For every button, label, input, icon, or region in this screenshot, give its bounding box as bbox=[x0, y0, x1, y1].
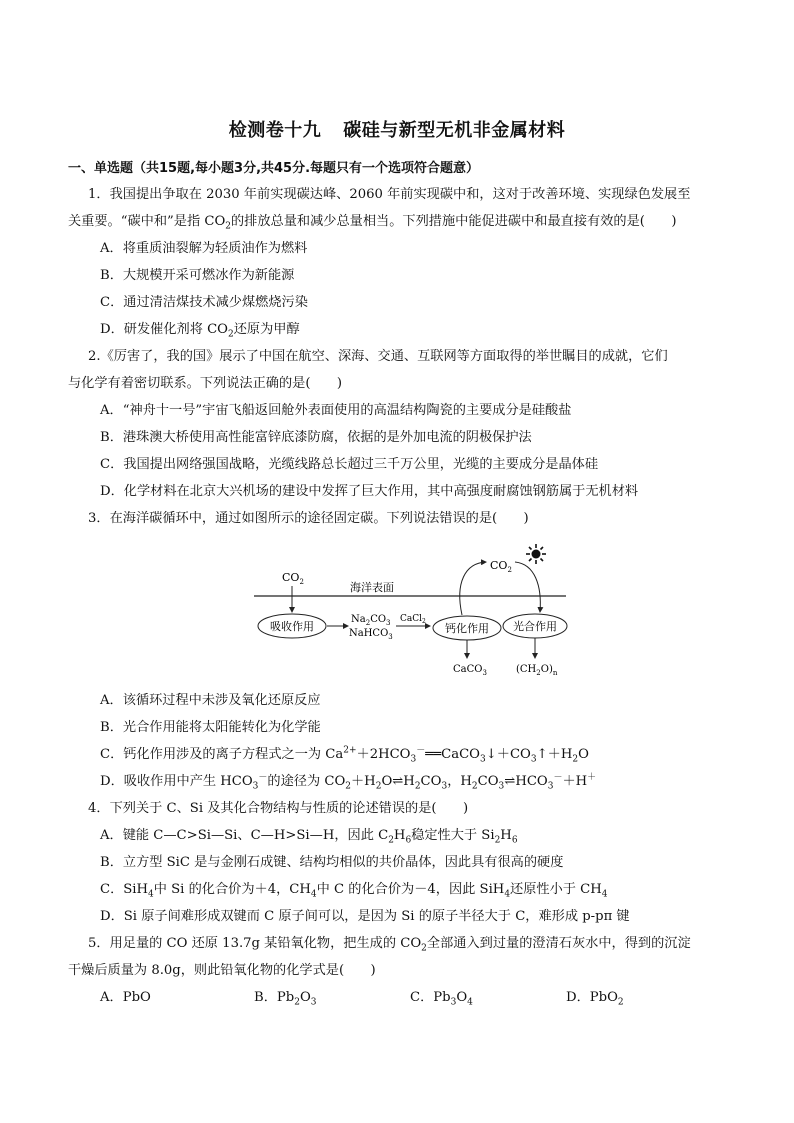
q4-option-c: C．SiH$_4$中 Si 的化合价为＋4，$CH_4$中 C 的化合价为－4，因此 SiH$_4$还原性小于 $CH_4$ bbox=[100, 882, 608, 900]
q2-option-d: D．化学材料在北京大兴机场的建设中发挥了巨大作用，其中高强度耐腐蚀钢筋属于无机材料 bbox=[100, 484, 639, 499]
q1-option-b: B．大规模开采可燃冰作为新能源 bbox=[100, 268, 295, 283]
q3-line1: 3．在海洋碳循环中，通过如图所示的途径固定碳。下列说法错误的是( ) bbox=[88, 511, 529, 526]
q3-option-b: B．光合作用能将太阳能转化为化学能 bbox=[100, 720, 321, 735]
ch2o-label: $(CH_2O)_n$ bbox=[516, 664, 558, 677]
title-left: 检测卷十九 bbox=[228, 120, 322, 141]
page-title bbox=[0, 116, 794, 142]
calcify-label: 钙化作用 bbox=[445, 622, 489, 635]
photosyn-label: 光合作用 bbox=[513, 620, 557, 633]
ocean-carbon-cycle-diagram bbox=[250, 538, 570, 680]
q5-line2: 干燥后质量为 8.0g，则此铅氧化物的化学式是( ) bbox=[68, 963, 376, 978]
calcify-to-co2-arrow bbox=[460, 562, 486, 615]
co2-left-label: $CO_2$ bbox=[282, 571, 304, 586]
q4-option-a: A．键能 C—C>Si—Si、C—H>Si—H，因此 $C_2H_6$稳定性大于 $Si_2H_6$ bbox=[100, 828, 518, 846]
q1-option-a: A．将重质油裂解为轻质油作为燃料 bbox=[100, 241, 308, 256]
co2-to-photosyn-arrow bbox=[515, 562, 540, 612]
q2-line2: 与化学有着密切联系。下列说法正确的是( ) bbox=[68, 376, 343, 391]
sea-surface-label: 海洋表面 bbox=[350, 581, 394, 594]
q4-option-d: D．Si 原子间难形成双键而 C 原子间可以，是因为 Si 的原子半径大于 C，难形成 p-pπ 键 bbox=[100, 909, 630, 924]
nahco3-label: NaHCO$_3$ bbox=[349, 628, 393, 641]
sun-icon bbox=[526, 544, 546, 564]
section-heading: 一、单选题（共15题,每小题3分,共45分.每题只有一个选项符合题意） bbox=[68, 161, 480, 176]
q3-option-a: A．该循环过程中未涉及氧化还原反应 bbox=[100, 693, 321, 708]
q1-option-d: D．研发催化剂将 $CO_2$还原为甲醇 bbox=[100, 322, 300, 340]
q3-option-d: D．吸收作用中产生 $HCO_3^-$的途径为 $CO_2+H_2O\rightleftharpoons H_2CO_3$，$H_2CO_3\rightleftharpoons HCO_3^-+H^+$ bbox=[100, 772, 597, 792]
q4-option-b: B．立方型 SiC 是与金刚石成键、结构均相似的共价晶体，因此具有很高的硬度 bbox=[100, 855, 564, 870]
title-right: 碳硅与新型无机非金属材料 bbox=[343, 120, 566, 141]
q1-line2: 关重要。“碳中和”是指 $CO_2$的排放总量和减少总量相当。下列措施中能促进碳中和最直接有效的是( ) bbox=[68, 214, 677, 232]
absorb-label: 吸收作用 bbox=[270, 620, 314, 633]
q5-option-b: B．$Pb_2O_3$ bbox=[254, 990, 317, 1008]
q1-line1: 1．我国提出争取在 2030 年前实现碳达峰、2060 年前实现碳中和，这对于改善环境、实现绿色发展至 bbox=[88, 187, 691, 202]
co2-top-label: $CO_2$ bbox=[490, 559, 512, 574]
q4-line1: 4．下列关于 C、Si 及其化合物结构与性质的论述错误的是( ) bbox=[88, 801, 469, 816]
q5-option-a: A．PbO bbox=[100, 990, 151, 1005]
q2-option-b: B．港珠澳大桥使用高性能富锌底漆防腐，依据的是外加电流的阴极保护法 bbox=[100, 430, 532, 445]
caco3-label: CaCO$_3$ bbox=[453, 664, 487, 677]
q5-line1: 5．用足量的 CO 还原 13.7g 某铅氧化物，把生成的 $CO_2$全部通入到过量的澄清石灰水中，得到的沉淀 bbox=[88, 936, 691, 954]
q2-option-c: C．我国提出网络强国战略，光缆线路总长超过三千万公里，光缆的主要成分是晶体硅 bbox=[100, 457, 599, 472]
q1-option-c: C．通过清洁煤技术减少煤燃烧污染 bbox=[100, 295, 308, 310]
q5-option-c: C．$Pb_3O_4$ bbox=[410, 990, 473, 1008]
q2-line1: 2.《厉害了，我的国》展示了中国在航空、深海、交通、互联网等方面取得的举世瞩目的成就，它们 bbox=[88, 349, 668, 364]
q5-option-d: D．PbO$_2$ bbox=[566, 990, 624, 1008]
cacl2-label: CaCl$_2$ bbox=[400, 614, 426, 625]
q3-option-c: C．钙化作用涉及的离子方程式之一为 $Ca^{2+}+2HCO_3^-══CaCO_3↓+CO_3↑+H_2O$ bbox=[100, 745, 589, 765]
na2co3-label: $Na_2CO_3$ bbox=[351, 614, 391, 627]
q2-option-a: A．“神舟十一号”宇宙飞船返回舱外表面使用的高温结构陶瓷的主要成分是硅酸盐 bbox=[100, 403, 572, 418]
